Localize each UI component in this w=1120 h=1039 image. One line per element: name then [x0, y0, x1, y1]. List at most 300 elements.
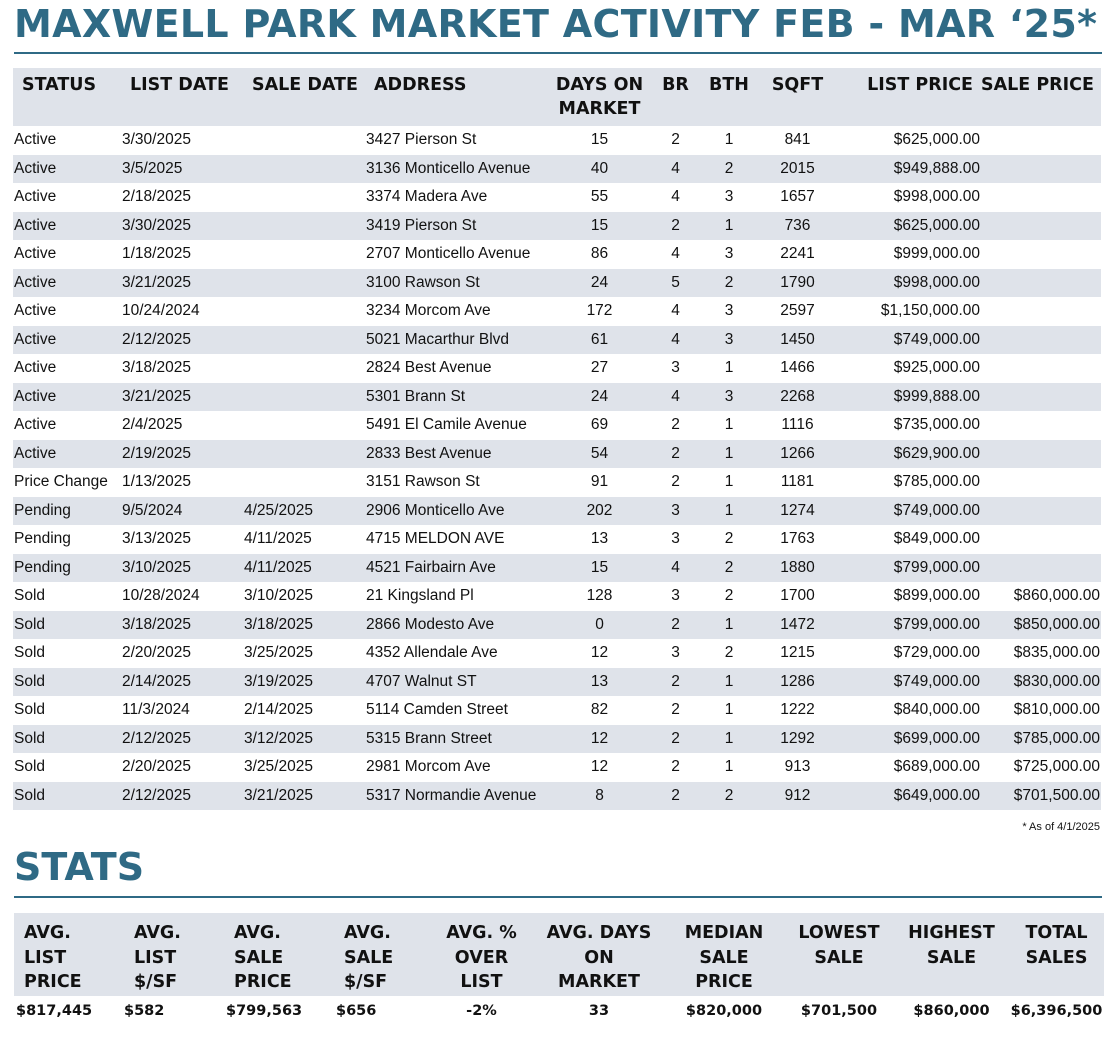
stats-label	[124, 913, 224, 996]
stats-label-line: LIST	[134, 947, 177, 968]
cell-br: 4	[671, 387, 680, 405]
table-row	[13, 497, 1101, 526]
cell-days-on-market: 27	[590, 359, 609, 377]
cell-sqft: 841	[784, 131, 811, 149]
cell-br: 2	[671, 473, 680, 491]
cell-days-on-market: 13	[590, 530, 609, 548]
table-row	[13, 212, 1101, 241]
cell-list-date: 2/14/2025	[122, 672, 191, 690]
cell-address: 2833 Best Avenue	[366, 444, 492, 462]
cell-br: 2	[671, 615, 680, 633]
cell-br: 4	[671, 558, 680, 576]
stats-label-line: SALES	[1025, 947, 1088, 968]
cell-br: 4	[671, 245, 680, 263]
cell-days-on-market: 128	[586, 587, 613, 605]
table-row	[13, 554, 1101, 583]
cell-status: Active	[14, 216, 57, 234]
cell-br: 2	[671, 729, 680, 747]
cell-list-price: $899,000.00	[893, 587, 980, 605]
stats-label-line: AVG. DAYS	[546, 923, 652, 943]
stats-label-line: $/SF	[344, 972, 388, 992]
header-sqft: SQFT	[771, 75, 824, 95]
cell-list-date: 2/18/2025	[122, 188, 191, 206]
stats-value: $820,000	[685, 1003, 763, 1019]
cell-bth: 1	[724, 216, 734, 234]
cell-list-price: $799,000.00	[893, 558, 980, 576]
cell-status: Active	[14, 245, 57, 263]
cell-address: 3419 Pierson St	[366, 216, 477, 234]
cell-days-on-market: 86	[590, 245, 609, 263]
stats-value: $860,000	[913, 1003, 990, 1019]
cell-sale-date: 3/21/2025	[244, 786, 313, 804]
cell-list-date: 3/18/2025	[122, 615, 191, 633]
stats-label	[1009, 913, 1104, 996]
cell-bth: 1	[724, 501, 734, 519]
stats-label	[224, 913, 334, 996]
stats-label	[429, 913, 534, 996]
cell-br: 4	[671, 159, 680, 177]
table-body	[13, 126, 1101, 810]
header-address: ADDRESS	[374, 75, 467, 95]
cell-address: 2707 Monticello Avenue	[366, 245, 531, 263]
cell-list-price: $749,000.00	[893, 501, 980, 519]
cell-list-date: 1/13/2025	[122, 473, 191, 491]
table-row	[13, 183, 1101, 212]
cell-days-on-market: 15	[590, 216, 609, 234]
cell-list-price: $749,000.00	[893, 672, 980, 690]
cell-days-on-market: 15	[590, 558, 609, 576]
cell-status: Active	[14, 330, 57, 348]
stats-label	[894, 913, 1009, 996]
stats-value: $701,500	[800, 1003, 878, 1019]
cell-sqft: 1700	[780, 587, 815, 605]
cell-list-date: 2/12/2025	[122, 729, 191, 747]
cell-status: Active	[14, 387, 57, 405]
cell-sqft: 1472	[780, 615, 815, 633]
stats-value: $582	[124, 1003, 165, 1019]
cell-list-price: $625,000.00	[893, 216, 980, 234]
cell-list-price: $840,000.00	[893, 701, 980, 719]
cell-sale-date: 3/10/2025	[244, 587, 313, 605]
cell-sale-price: $701,500.00	[1013, 786, 1100, 804]
stats-label-line: SALE	[926, 947, 977, 968]
cell-list-price: $749,000.00	[893, 330, 980, 348]
cell-address: 3234 Morcom Ave	[366, 302, 491, 320]
stats-header	[14, 913, 1104, 996]
cell-days-on-market: 24	[590, 387, 609, 405]
cell-list-date: 11/3/2024	[122, 701, 190, 719]
cell-sqft: 2241	[780, 245, 815, 263]
cell-days-on-market: 82	[590, 701, 609, 719]
cell-status: Sold	[14, 758, 46, 776]
cell-address: 3100 Rawson St	[366, 273, 480, 291]
cell-sqft: 1880	[780, 558, 815, 576]
cell-sqft: 1657	[780, 188, 815, 206]
cell-list-date: 10/24/2024	[122, 302, 200, 320]
cell-bth: 1	[724, 701, 734, 719]
cell-sqft: 736	[784, 216, 811, 234]
page-title: MAXWELL PARK MARKET ACTIVITY FEB - MAR ‘25*	[14, 2, 1098, 46]
cell-list-price: $999,888.00	[893, 387, 980, 405]
cell-status: Price Change	[14, 473, 108, 491]
cell-br: 2	[671, 216, 680, 234]
cell-list-date: 2/20/2025	[122, 644, 191, 662]
table-row	[13, 126, 1101, 155]
cell-br: 3	[671, 501, 680, 519]
cell-days-on-market: 202	[586, 501, 613, 519]
cell-list-price: $998,000.00	[893, 273, 980, 291]
table-row	[13, 582, 1101, 611]
header-days-on-market-line1: DAYS ON	[555, 75, 644, 95]
header-list-price: LIST PRICE	[867, 75, 973, 95]
cell-status: Pending	[14, 501, 71, 519]
cell-status: Active	[14, 302, 57, 320]
cell-br: 2	[671, 758, 680, 776]
cell-br: 4	[671, 188, 680, 206]
table-row	[13, 269, 1101, 298]
cell-sale-price: $860,000.00	[1013, 587, 1100, 605]
stats-label-line: PRICE	[234, 972, 292, 992]
stats-value: $799,563	[226, 1003, 303, 1019]
cell-status: Active	[14, 273, 57, 291]
cell-sale-price: $725,000.00	[1013, 758, 1100, 776]
cell-days-on-market: 12	[590, 758, 609, 776]
cell-days-on-market: 0	[595, 615, 604, 633]
table-row	[13, 525, 1101, 554]
cell-bth: 1	[724, 672, 734, 690]
cell-sqft: 1292	[780, 729, 815, 747]
cell-list-price: $625,000.00	[893, 131, 980, 149]
stats-label-line: AVG. %	[446, 923, 517, 943]
cell-address: 2981 Morcom Ave	[366, 758, 491, 776]
table-row	[13, 753, 1101, 782]
cell-days-on-market: 54	[590, 444, 609, 462]
cell-address: 5315 Brann Street	[366, 729, 492, 747]
cell-status: Sold	[14, 786, 46, 804]
cell-br: 2	[671, 416, 680, 434]
cell-list-price: $799,000.00	[893, 615, 980, 633]
cell-bth: 3	[724, 387, 734, 405]
cell-sqft: 1266	[780, 444, 815, 462]
cell-bth: 1	[724, 758, 734, 776]
cell-days-on-market: 69	[590, 416, 609, 434]
header-days-on-market-line2: MARKET	[558, 99, 641, 119]
cell-list-date: 3/18/2025	[122, 359, 191, 377]
cell-sqft: 2597	[780, 302, 815, 320]
cell-br: 3	[671, 530, 680, 548]
stats-label-line: AVG.	[24, 923, 71, 943]
cell-status: Pending	[14, 530, 71, 548]
stats-label	[334, 913, 429, 996]
stats-label-line: AVG.	[344, 923, 391, 943]
cell-days-on-market: 172	[586, 302, 613, 320]
cell-list-date: 2/19/2025	[122, 444, 191, 462]
table-row	[13, 383, 1101, 412]
stats-label	[14, 913, 124, 996]
cell-br: 3	[671, 644, 680, 662]
cell-status: Sold	[14, 701, 46, 719]
cell-br: 2	[671, 672, 680, 690]
stats-label-line: PRICE	[695, 972, 753, 992]
cell-br: 5	[671, 273, 680, 291]
stats-title: STATS	[14, 845, 145, 889]
stats-value: $6,396,500	[1010, 1003, 1103, 1019]
header-br: BR	[662, 75, 689, 95]
cell-bth: 1	[724, 473, 734, 491]
cell-days-on-market: 8	[595, 786, 604, 804]
cell-list-date: 3/30/2025	[122, 216, 191, 234]
cell-bth: 2	[724, 558, 734, 576]
stats-label-line: LIST	[460, 972, 503, 992]
cell-list-date: 3/13/2025	[122, 530, 191, 548]
cell-sqft: 913	[784, 758, 811, 776]
cell-list-price: $1,150,000.00	[880, 302, 980, 320]
cell-address: 5317 Normandie Avenue	[366, 786, 537, 804]
stats-table	[14, 913, 1104, 1026]
cell-sqft: 1215	[780, 644, 815, 662]
cell-bth: 3	[724, 188, 734, 206]
cell-br: 4	[671, 330, 680, 348]
cell-address: 4707 Walnut ST	[366, 672, 477, 690]
cell-bth: 1	[724, 615, 734, 633]
cell-sale-date: 3/12/2025	[244, 729, 313, 747]
table-row	[13, 696, 1101, 725]
cell-list-price: $998,000.00	[893, 188, 980, 206]
cell-br: 2	[671, 786, 680, 804]
cell-list-price: $785,000.00	[893, 473, 980, 491]
stats-label	[534, 913, 664, 996]
cell-br: 2	[671, 444, 680, 462]
cell-list-date: 3/30/2025	[122, 131, 191, 149]
cell-bth: 1	[724, 359, 734, 377]
cell-sqft: 1466	[780, 359, 815, 377]
cell-bth: 2	[724, 159, 734, 177]
cell-list-price: $699,000.00	[893, 729, 980, 747]
cell-sale-date: 4/25/2025	[244, 501, 313, 519]
cell-list-price: $629,900.00	[893, 444, 980, 462]
stats-label-line: MARKET	[558, 972, 640, 992]
cell-status: Active	[14, 444, 57, 462]
cell-list-price: $735,000.00	[893, 416, 980, 434]
cell-days-on-market: 12	[590, 644, 609, 662]
cell-days-on-market: 15	[590, 131, 609, 149]
cell-sqft: 1286	[780, 672, 815, 690]
cell-list-price: $689,000.00	[893, 758, 980, 776]
cell-status: Sold	[14, 672, 46, 690]
cell-sqft: 1181	[780, 473, 815, 491]
stats-value: $656	[336, 1003, 377, 1019]
cell-sale-date: 4/11/2025	[244, 558, 312, 576]
cell-days-on-market: 40	[590, 159, 609, 177]
stats-label-line: SALE	[234, 947, 284, 968]
cell-list-price: $849,000.00	[893, 530, 980, 548]
table-header	[13, 68, 1101, 126]
stats-label-line: SALE	[344, 947, 394, 968]
stats-label-line: OVER	[454, 947, 509, 968]
stats-label-line: MEDIAN	[684, 923, 764, 943]
cell-sqft: 2015	[780, 159, 815, 177]
cell-list-price: $925,000.00	[893, 359, 980, 377]
cell-status: Sold	[14, 615, 46, 633]
cell-status: Pending	[14, 558, 71, 576]
market-activity-table	[13, 68, 1101, 810]
cell-status: Active	[14, 159, 57, 177]
table-row	[13, 725, 1101, 754]
cell-status: Sold	[14, 729, 46, 747]
cell-status: Sold	[14, 644, 46, 662]
cell-sqft: 2268	[780, 387, 815, 405]
cell-list-date: 3/21/2025	[122, 273, 191, 291]
cell-list-price: $729,000.00	[893, 644, 980, 662]
stats-value: 33	[588, 1003, 610, 1019]
header-bth: BTH	[709, 75, 749, 95]
cell-days-on-market: 24	[590, 273, 609, 291]
stats-label-line: LOWEST	[798, 923, 880, 943]
cell-sale-date: 2/14/2025	[244, 701, 313, 719]
table-row	[13, 297, 1101, 326]
stats-label-line: LIST	[24, 947, 67, 968]
stats-label-line: TOTAL	[1025, 923, 1088, 943]
cell-bth: 2	[724, 530, 734, 548]
title-divider	[14, 52, 1102, 54]
cell-address: 4521 Fairbairn Ave	[366, 558, 496, 576]
cell-status: Active	[14, 359, 57, 377]
footnote: * As of 4/1/2025	[1022, 821, 1100, 833]
cell-address: 2824 Best Avenue	[366, 359, 492, 377]
table-row	[13, 240, 1101, 269]
cell-bth: 3	[724, 330, 734, 348]
cell-sqft: 1222	[780, 701, 815, 719]
cell-bth: 1	[724, 729, 734, 747]
cell-address: 5301 Brann St	[366, 387, 466, 405]
stats-label-line: AVG.	[234, 923, 281, 943]
table-row	[13, 782, 1101, 811]
cell-list-date: 2/12/2025	[122, 786, 191, 804]
cell-list-date: 10/28/2024	[122, 587, 200, 605]
cell-list-date: 3/5/2025	[122, 159, 183, 177]
cell-status: Active	[14, 131, 57, 149]
cell-address: 2866 Modesto Ave	[366, 615, 495, 633]
cell-bth: 2	[724, 644, 734, 662]
cell-days-on-market: 91	[590, 473, 609, 491]
cell-sale-date: 4/11/2025	[244, 530, 312, 548]
header-list-date: LIST DATE	[130, 75, 229, 95]
cell-address: 3136 Monticello Avenue	[366, 159, 531, 177]
cell-list-price: $649,000.00	[893, 786, 980, 804]
cell-address: 3151 Rawson St	[366, 473, 480, 491]
cell-address: 5491 El Camile Avenue	[366, 416, 527, 434]
cell-br: 4	[671, 302, 680, 320]
cell-status: Active	[14, 188, 57, 206]
cell-list-date: 2/20/2025	[122, 758, 191, 776]
cell-days-on-market: 55	[590, 188, 609, 206]
cell-bth: 1	[724, 131, 734, 149]
cell-address: 3427 Pierson St	[366, 131, 477, 149]
table-row	[13, 354, 1101, 383]
stats-label-line: SALE	[814, 947, 864, 968]
cell-days-on-market: 61	[590, 330, 609, 348]
cell-address: 4352 Allendale Ave	[366, 644, 498, 662]
stats-label-line: HIGHEST	[908, 923, 995, 943]
cell-list-date: 9/5/2024	[122, 501, 183, 519]
cell-sqft: 1763	[780, 530, 815, 548]
cell-bth: 1	[724, 416, 734, 434]
table-row	[13, 668, 1101, 697]
cell-sale-price: $850,000.00	[1013, 615, 1100, 633]
stats-label-line: AVG.	[134, 923, 181, 943]
cell-sale-date: 3/18/2025	[244, 615, 313, 633]
cell-sqft: 912	[784, 786, 811, 804]
table-row	[13, 639, 1101, 668]
cell-sqft: 1116	[781, 416, 814, 434]
cell-address: 3374 Madera Ave	[366, 188, 488, 206]
table-row	[13, 155, 1101, 184]
stats-label	[784, 913, 894, 996]
cell-address: 5114 Camden Street	[366, 701, 508, 719]
cell-list-date: 1/18/2025	[122, 245, 191, 263]
cell-sqft: 1450	[780, 330, 815, 348]
cell-br: 3	[671, 587, 680, 605]
cell-list-price: $999,000.00	[893, 245, 980, 263]
stats-label-line: $/SF	[134, 972, 178, 992]
stats-value: -2%	[466, 1003, 497, 1019]
cell-br: 2	[671, 131, 680, 149]
cell-sale-price: $785,000.00	[1013, 729, 1100, 747]
stats-label	[664, 913, 784, 996]
table-row	[13, 411, 1101, 440]
cell-days-on-market: 12	[590, 729, 609, 747]
stats-label-line: PRICE	[24, 972, 82, 992]
cell-status: Active	[14, 416, 57, 434]
table-row	[13, 326, 1101, 355]
cell-sale-price: $835,000.00	[1013, 644, 1100, 662]
cell-br: 2	[671, 701, 680, 719]
cell-list-date: 3/21/2025	[122, 387, 191, 405]
cell-bth: 3	[724, 245, 734, 263]
header-days-on-market	[552, 68, 647, 126]
stats-value: $817,445	[16, 1003, 93, 1019]
cell-sale-price: $830,000.00	[1013, 672, 1100, 690]
stats-divider	[14, 896, 1102, 898]
cell-bth: 2	[724, 587, 734, 605]
header-sale-date: SALE DATE	[252, 75, 358, 95]
cell-sale-date: 3/25/2025	[244, 758, 313, 776]
cell-address: 2906 Monticello Ave	[366, 501, 505, 519]
cell-status: Sold	[14, 587, 46, 605]
cell-bth: 1	[724, 444, 734, 462]
cell-sale-date: 3/19/2025	[244, 672, 313, 690]
table-row	[13, 440, 1101, 469]
stats-values	[14, 996, 1104, 1026]
table-row	[13, 468, 1101, 497]
cell-bth: 3	[724, 302, 734, 320]
cell-list-date: 2/4/2025	[122, 416, 183, 434]
cell-bth: 2	[724, 786, 734, 804]
cell-sale-date: 3/25/2025	[244, 644, 313, 662]
cell-sale-price: $810,000.00	[1013, 701, 1100, 719]
cell-days-on-market: 13	[590, 672, 609, 690]
cell-list-date: 2/12/2025	[122, 330, 191, 348]
cell-br: 3	[671, 359, 680, 377]
cell-list-price: $949,888.00	[893, 159, 980, 177]
cell-address: 4715 MELDON AVE	[366, 530, 505, 548]
cell-address: 21 Kingsland Pl	[366, 587, 474, 605]
table-row	[13, 611, 1101, 640]
header-sale-price: SALE PRICE	[981, 75, 1094, 95]
stats-label-line: SALE	[699, 947, 749, 968]
header-status: STATUS	[22, 75, 97, 95]
stats-label-line: ON	[584, 947, 614, 968]
